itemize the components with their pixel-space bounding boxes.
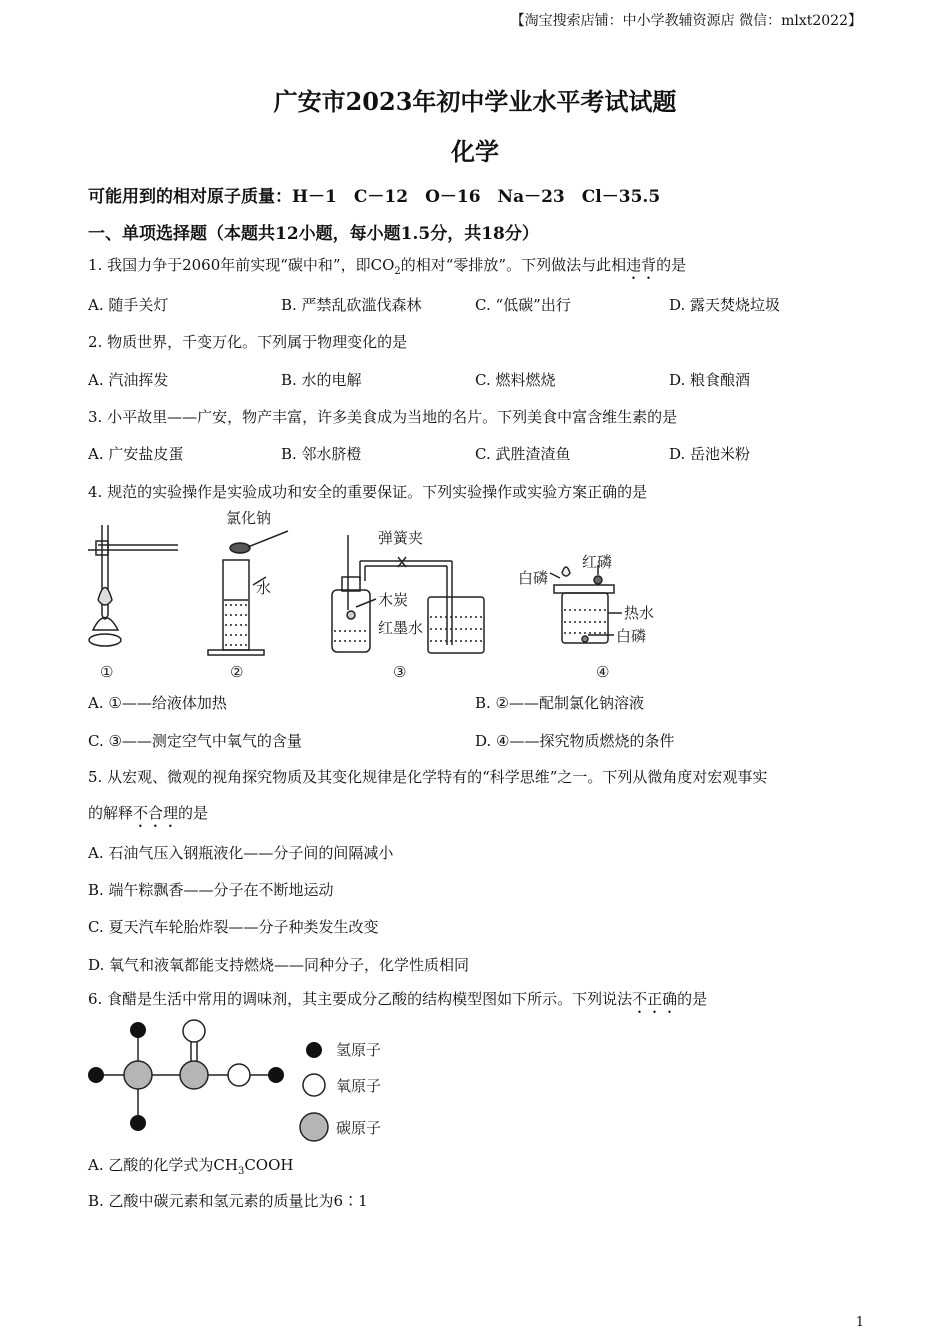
label-red-ink: 红墨水 (378, 619, 424, 637)
q1-option-a: A. 随手关灯 (88, 296, 169, 314)
q3-option-c: C. 武胜渣渣鱼 (475, 445, 571, 463)
q5-option-d: D. 氧气和液氧都能支持燃烧——同种分子，化学性质相同 (88, 956, 470, 974)
hydrogen-atom (130, 1115, 146, 1131)
label-water: 水 (256, 579, 272, 597)
q1-option-c: C. “低碳”出行 (475, 296, 571, 314)
label-white-p-bottom: 白磷 (616, 627, 647, 645)
legend-oxygen-icon (303, 1074, 325, 1096)
legend-carbon: 碳原子 (336, 1119, 382, 1137)
label-charcoal: 木炭 (378, 591, 409, 609)
combustion-condition-setup (550, 565, 622, 643)
q5-option-b: B. 端午粽飘香——分子在不断地运动 (88, 881, 334, 899)
oxygen-atom (228, 1064, 250, 1086)
q4-option-d: D. ④——探究物质燃烧的条件 (475, 732, 675, 750)
acetic-acid-model (80, 1015, 420, 1145)
legend-hydrogen: 氢原子 (336, 1041, 382, 1059)
q1-option-b: B. 严禁乱砍滥伐森林 (281, 296, 422, 314)
q2-option-a: A. 汽油挥发 (88, 371, 169, 389)
question-1: 1. 我国力争于2060年前实现“碳中和”，即$CO_2$的相对“零排放”。下列做法与此相违背的是 (88, 256, 687, 277)
label-num-4: ④ (596, 663, 610, 681)
hydrogen-atom (130, 1022, 146, 1038)
question-4: 4. 规范的实验操作是实验成功和安全的重要保证。下列实验操作或实验方案正确的是 (88, 483, 648, 501)
q1-option-d: D. 露天焚烧垃圾 (669, 296, 781, 314)
q6-option-b: B. 乙酸中碳元素和氢元素的质量比为6∶1 (88, 1192, 368, 1210)
label-num-1: ① (100, 663, 114, 681)
label-hot-water: 热水 (624, 604, 655, 622)
carbon-atom (180, 1061, 208, 1089)
label-white-p-top: 白磷 (518, 569, 549, 587)
q4-option-b: B. ②——配制氯化钠溶液 (475, 694, 645, 712)
q5-option-a: A. 石油气压入钢瓶液化——分子间的间隔减小 (88, 844, 394, 862)
label-red-p: 红磷 (582, 553, 613, 571)
graduated-cylinder (208, 531, 288, 655)
page-number: 1 (855, 1315, 864, 1330)
hydrogen-atom (88, 1067, 104, 1083)
label-clip: 弹簧夹 (378, 529, 424, 547)
test-tube-heating (88, 525, 178, 646)
label-num-3: ③ (393, 663, 407, 681)
hydrogen-atom (268, 1067, 284, 1083)
legend-oxygen: 氧原子 (336, 1077, 382, 1095)
section-heading: 一、单项选择题（本题共12小题，每小题1.5分，共18分） (88, 224, 539, 244)
question-5-line-2: 的解释不合理的是 (88, 804, 209, 822)
legend-carbon-icon (300, 1113, 328, 1141)
subject-title: 化学 (451, 137, 499, 166)
question-2: 2. 物质世界，千变万化。下列属于物理变化的是 (88, 333, 408, 351)
label-nacl: 氯化钠 (226, 509, 272, 527)
legend-hydrogen-icon (306, 1042, 322, 1058)
q4-option-a: A. ①——给液体加热 (88, 694, 227, 712)
label-num-2: ② (230, 663, 244, 681)
q6-option-a: A. 乙酸的化学式为$CH_3COOH$ (88, 1156, 294, 1177)
question-3: 3. 小平故里——广安，物产丰富，许多美食成为当地的名片。下列美食中富含维生素的是 (88, 408, 678, 426)
q2-option-b: B. 水的电解 (281, 371, 362, 389)
question-5-line-1: 5. 从宏观、微观的视角探究物质及其变化规律是化学特有的“科学思维”之一。下列从微角度对宏观事实 (88, 768, 768, 786)
header-note: 【淘宝搜索店铺：中小学教辅资源店 微信：mlxt2022】 (510, 13, 862, 29)
q3-option-a: A. 广安盐皮蛋 (88, 445, 184, 463)
atomic-masses: 可能用到的相对原子质量：H－1 C－12 O－16 Na－23 Cl－35.5 (88, 187, 661, 207)
q2-option-c: C. 燃料燃烧 (475, 371, 556, 389)
page-title: 广安市2023年初中学业水平考试试题 (273, 87, 677, 116)
q5-option-c: C. 夏天汽车轮胎炸裂——分子种类发生改变 (88, 918, 379, 936)
q3-option-b: B. 邻水脐橙 (281, 445, 362, 463)
q4-apparatus-figure (88, 505, 708, 685)
q2-option-d: D. 粮食酿酒 (669, 371, 751, 389)
question-6: 6. 食醋是生活中常用的调味剂，其主要成分乙酸的结构模型图如下所示。下列说法不正确的是 (88, 990, 708, 1008)
q3-option-d: D. 岳池米粉 (669, 445, 751, 463)
carbon-atom (124, 1061, 152, 1089)
q4-option-c: C. ③——测定空气中氧气的含量 (88, 732, 302, 750)
oxygen-atom (183, 1020, 205, 1042)
